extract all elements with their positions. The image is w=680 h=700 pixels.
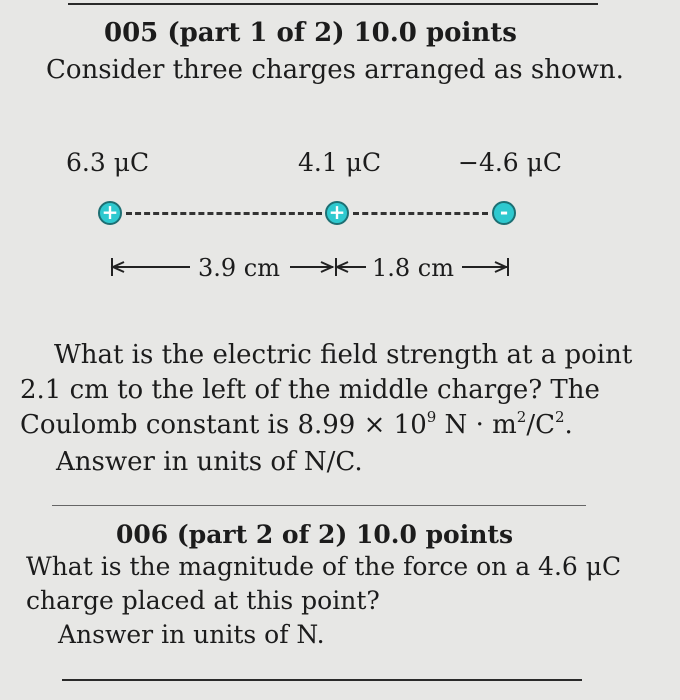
- distance-2-label: 1.8 cm: [372, 254, 454, 282]
- problem-005-header: 005 (part 1 of 2) 10.0 points: [104, 18, 517, 48]
- exponent-9: 9: [426, 408, 437, 426]
- coulomb-constant-prefix: Coulomb constant is 8.99 × 10: [20, 410, 427, 440]
- problem-006-line-2: charge placed at this point?: [26, 586, 380, 615]
- dashed-line-1: [126, 212, 322, 215]
- question-005-line-1: What is the electric field strength at a point: [54, 340, 633, 370]
- top-divider: [68, 3, 598, 5]
- answer-units-006: Answer in units of N.: [58, 620, 325, 649]
- exponent-2a: 2: [516, 408, 527, 426]
- charge-2-circle: +: [325, 201, 349, 225]
- bottom-divider: [62, 679, 582, 681]
- dimension-arrows: [0, 250, 680, 290]
- charge-2-label: 4.1 μC: [298, 148, 382, 177]
- question-005-line-3: [20, 408, 573, 440]
- problem-006-line-1: What is the magnitude of the force on a 4.6 μC: [26, 552, 622, 581]
- charge-1-label: 6.3 μC: [66, 148, 150, 177]
- problem-006-header: 006 (part 2 of 2) 10.0 points: [116, 520, 514, 549]
- coulomb-units-c: /C: [526, 410, 555, 440]
- exponent-2b: 2: [554, 408, 565, 426]
- coulomb-period: .: [564, 410, 573, 440]
- charge-1-circle: +: [98, 201, 122, 225]
- distance-1-label: 3.9 cm: [198, 254, 280, 282]
- question-005-line-2: 2.1 cm to the left of the middle charge? The: [20, 375, 600, 405]
- dashed-line-2: [353, 212, 488, 215]
- coulomb-units-n-m: N · m: [436, 410, 517, 440]
- charge-3-circle: -: [492, 201, 516, 225]
- section-divider: [52, 505, 586, 506]
- problem-005-intro: Consider three charges arranged as shown.: [46, 55, 624, 85]
- answer-units-005: Answer in units of N/C.: [56, 447, 363, 477]
- charge-3-label: −4.6 μC: [458, 148, 563, 177]
